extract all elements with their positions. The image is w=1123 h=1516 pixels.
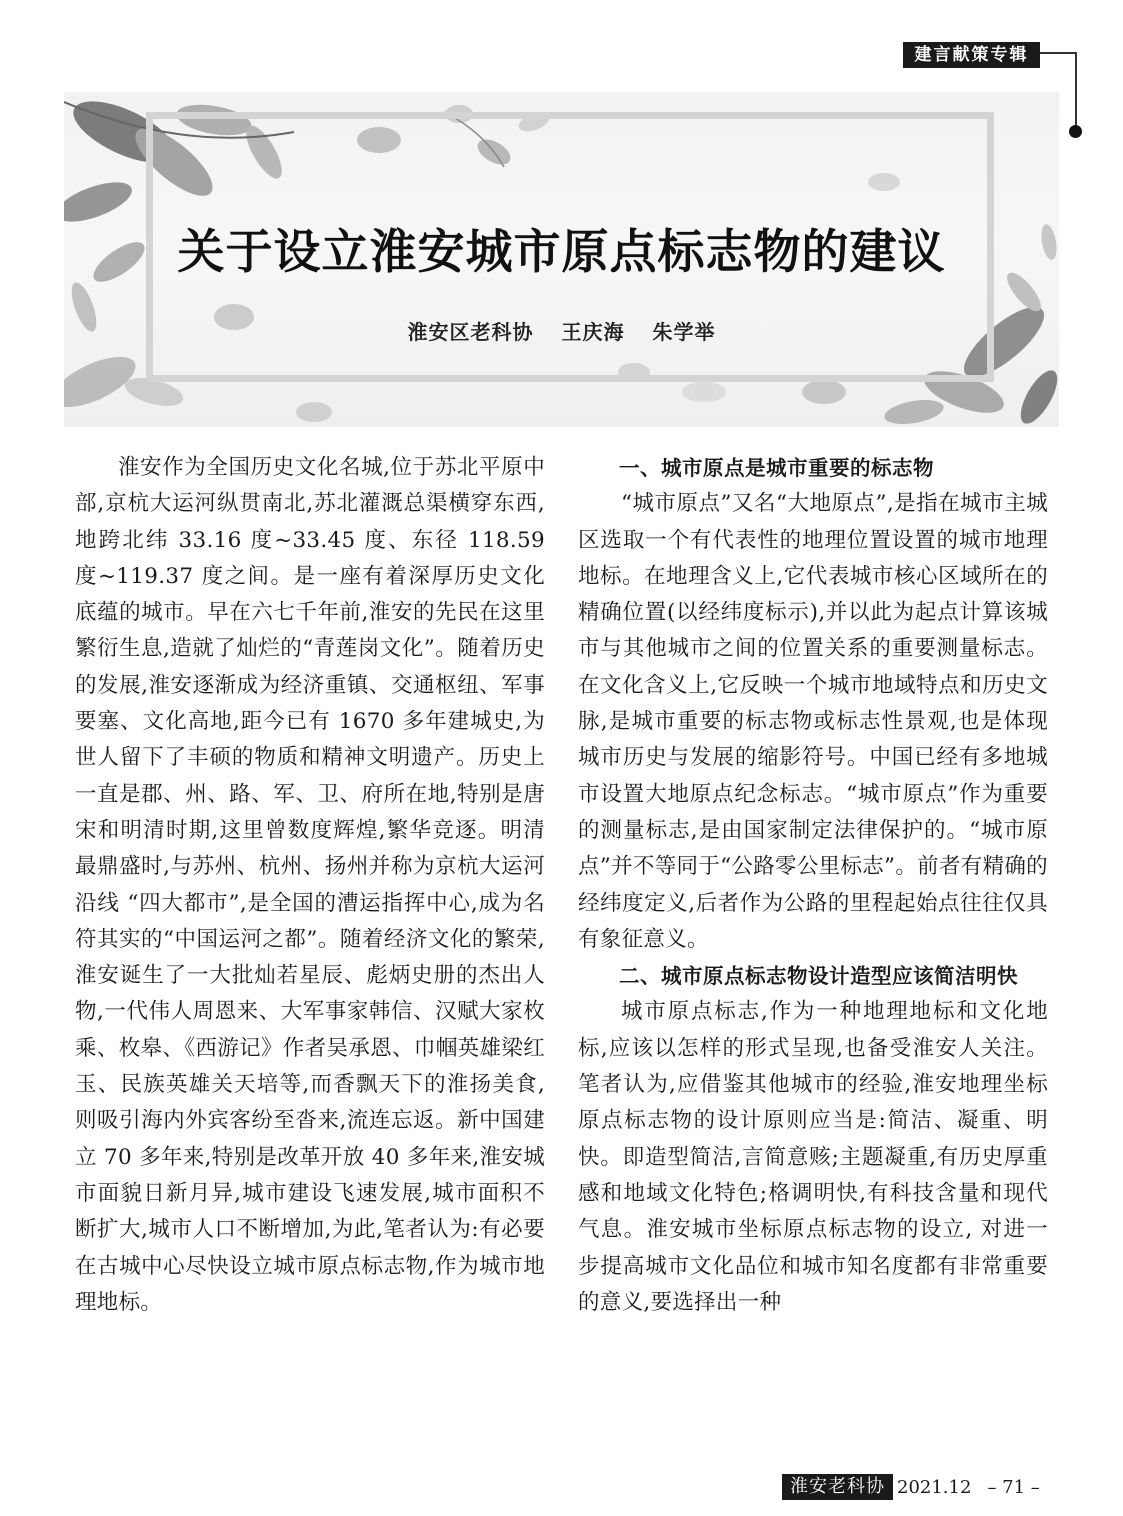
- author-organization: 淮安区老科协: [407, 320, 534, 344]
- author-name: 王庆海: [561, 320, 625, 344]
- body-paragraph: 城市原点标志,作为一种地理地标和文化地标,应该以怎样的形式呈现,也备受淮安人关注。笔者认为,应借鉴其他城市的经验,淮安地理坐标原点标志物的设计原则应当是:简洁、凝重、明快。即造型简洁,言简意赅;主题凝重,有历史厚重感和地域文化特色;格调明快,有科技含量和现代气息。淮安城市坐标原点标志物的设立, 对进一步提高城市文化品位和城市知名度都有非常重要的意义,要选择出一种: [578, 999, 1048, 1315]
- page-footer: [782, 1474, 1040, 1500]
- body-paragraph: “城市原点”又名“大地原点”,是指在城市主城区选取一个有代表性的地理位置设置的城市地理地标。在地理含义上,它代表城市核心区域所在的精确位置(以经纬度标示),并以此为起点计算该城市与其他城市之间的位置关系的重要测量标志。在文化含义上,它反映一个城市地域特点和历史文脉,是城市重要的标志物或标志性景观,也是体现城市历史与发展的缩影符号。中国已经有多地城市设置大地原点纪念标志。“城市原点”作为重要的测量标志,是由国家制定法律保护的。“城市原点”并不等同于“公路零公里标志”。前者有精确的经纬度定义,后者作为公路的里程起始点往往仅具有象征意义。: [578, 491, 1048, 952]
- section-heading: 二、城市原点标志物设计造型应该简洁明快: [619, 964, 1018, 989]
- byline: [64, 316, 1059, 345]
- tag-connector-line-vertical: [1075, 52, 1077, 130]
- column-tag: 建言献策专辑: [903, 42, 1040, 68]
- body-paragraph: 淮安作为全国历史文化名城,位于苏北平原中部,京杭大运河纵贯南北,苏北灌溉总渠横穿东西, 地跨北纬 33.16 度~33.45 度、东径 118.59 度~119.37 度之间。是一座有着深厚历史文化底蕴的城市。早在六七千年前,淮安的先民在这里繁衍生息,造就了灿烂的“青莲岗文化”。随着历史的发展,淮安逐渐成为经济重镇、交通枢纽、军事要塞、文化高地,距今已有 1670 多年建城史,为世人留下了丰硕的物质和精神文明遗产。历史上一直是郡、州、路、军、卫、府所在地,特别是唐宋和明清时期,这里曾数度辉煌,繁华竞逐。明清最鼎盛时,与苏州、杭州、扬州并称为京杭大运河沿线 “四大都市”,是全国的漕运指挥中心,成为名符其实的“中国运河之都”。随着经济文化的繁荣,淮安诞生了一大批灿若星辰、彪炳史册的杰出人物,一代伟人周恩来、大军事家韩信、汉赋大家枚乘、枚皋、《西游记》作者吴承恩、巾帼英雄梁红玉、民族英雄关天培等,而香飘天下的淮扬美食,则吸引海内外宾客纷至沓来,流连忘返。新中国建立 70 多年来,特别是改革开放 40 多年来,淮安城市面貌日新月异,城市建设飞速发展,城市面积不断扩大,城市人口不断增加,为此,笔者认为:有必要在古城中心尽快设立城市原点标志物,作为城市地理地标。: [75, 455, 545, 1315]
- header-banner: [64, 92, 1059, 427]
- issue-date: 2021.12: [897, 1476, 972, 1498]
- article-title: 关于设立淮安城市原点标志物的建议: [177, 225, 946, 280]
- left-column: [75, 450, 545, 1321]
- tag-connector-line: [1040, 52, 1076, 54]
- author-name: 朱学举: [652, 320, 716, 344]
- tag-dot: [1069, 125, 1082, 138]
- publication-name: 淮安老科协: [782, 1474, 893, 1500]
- right-column: [578, 450, 1048, 1321]
- section-heading: 一、城市原点是城市重要的标志物: [619, 456, 934, 480]
- page-number: – 71 –: [987, 1476, 1040, 1498]
